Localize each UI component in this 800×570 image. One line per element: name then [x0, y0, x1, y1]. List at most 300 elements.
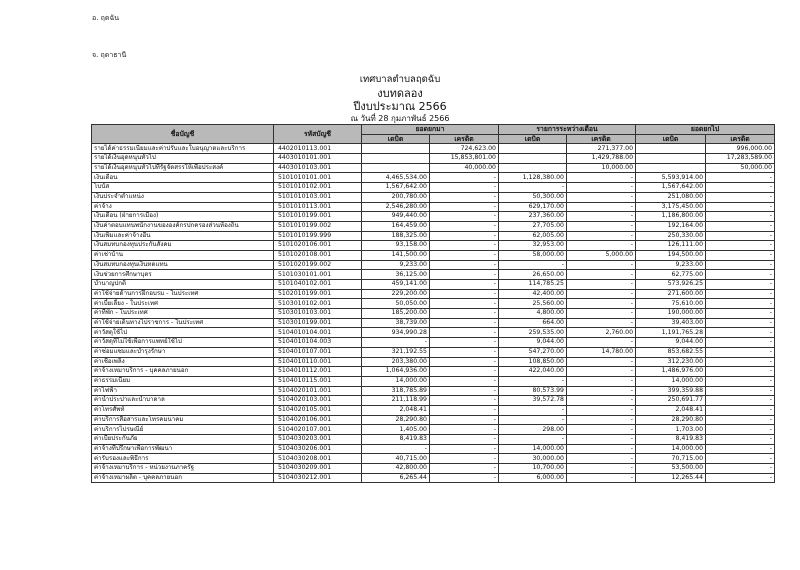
cf-debit-cell: 271,600.00 — [636, 289, 706, 299]
account-name-cell: รายได้ค่าธรรมเนียมและค่าปรับและใบอนุญาตและบริการ — [92, 144, 274, 154]
cf-debit-cell — [636, 144, 706, 154]
cf-debit-cell: 14,000.00 — [636, 376, 706, 386]
cf-debit-cell: 39,403.00 — [636, 318, 706, 328]
account-code-cell: 5101010199.999 — [274, 231, 362, 241]
table-row — [92, 299, 775, 309]
cf-credit-cell: - — [706, 405, 775, 415]
bf-debit-cell — [362, 154, 430, 164]
account-name-cell: ค่าเช่าบ้าน — [92, 250, 274, 260]
bf-debit-cell: 459,141.00 — [362, 280, 430, 290]
bf-credit-cell: - — [430, 425, 499, 435]
table-row — [92, 425, 775, 435]
account-name-cell: เงินสมทบกองทุนเงินทดแทน — [92, 260, 274, 270]
as-of-date: ณ วันที่ 28 กุมภาพันธ์ 2566 — [350, 114, 450, 123]
account-name-cell: ค่าไฟฟ้า — [92, 386, 274, 396]
table-row — [92, 173, 775, 183]
cf-credit-cell: - — [706, 202, 775, 212]
bf-debit-cell: 38,739.00 — [362, 318, 430, 328]
bf-credit-cell: - — [430, 415, 499, 425]
bf-credit-cell: - — [430, 473, 499, 483]
account-code-cell: 5101010102.001 — [274, 183, 362, 193]
bf-credit-cell: - — [430, 405, 499, 415]
account-name-cell: ค่าใช้จ่ายด้านการฝึกอบรม - ในประเทศ — [92, 289, 274, 299]
cf-credit-cell: 996,000.00 — [706, 144, 775, 154]
account-code-cell: 5104020101.001 — [274, 386, 362, 396]
cf-debit-cell: 251,080.00 — [636, 192, 706, 202]
account-code-cell: 5101030101.001 — [274, 270, 362, 280]
cf-debit-cell: 1,567,642.00 — [636, 183, 706, 193]
bf-credit-cell: - — [430, 464, 499, 474]
account-code-cell: 5104010110.001 — [274, 357, 362, 367]
bf-debit-cell: 1,405.00 — [362, 425, 430, 435]
period-credit-cell: - — [567, 289, 636, 299]
bf-credit-cell: - — [430, 444, 499, 454]
bf-credit-cell: - — [430, 367, 499, 377]
bf-debit-cell — [362, 144, 430, 154]
table-row — [92, 357, 775, 367]
table-row — [92, 367, 775, 377]
cf-credit-cell: - — [706, 415, 775, 425]
bf-debit-cell: 4,465,534.00 — [362, 173, 430, 183]
cf-debit-cell: 9,044.00 — [636, 338, 706, 348]
account-name-cell: เงินเดือน — [92, 173, 274, 183]
cf-credit-cell: - — [706, 173, 775, 183]
bf-credit-cell: - — [430, 231, 499, 241]
period-credit-cell: 2,760.00 — [567, 328, 636, 338]
bf-debit-cell: - — [362, 338, 430, 348]
period-credit-cell: - — [567, 221, 636, 231]
bf-credit-cell: - — [430, 250, 499, 260]
account-name-cell: ค่าจ้าง — [92, 202, 274, 212]
account-code-cell: 5104020103.001 — [274, 396, 362, 406]
period-credit-cell: - — [567, 376, 636, 386]
period-credit-cell: - — [567, 241, 636, 251]
period-credit-cell: - — [567, 435, 636, 445]
report-title: งบทดลอง — [377, 87, 423, 100]
cf-credit-cell: - — [706, 435, 775, 445]
bf-credit-cell: - — [430, 454, 499, 464]
cf-credit-cell: - — [706, 299, 775, 309]
bf-debit-cell: 318,785.89 — [362, 386, 430, 396]
account-code-cell: 5101010113.001 — [274, 202, 362, 212]
period-debit-cell: - — [499, 405, 567, 415]
bf-debit-cell: 211,118.99 — [362, 396, 430, 406]
cf-debit-cell: 28,290.80 — [636, 415, 706, 425]
account-name-cell: เงินเพิ่มและค่าจ้างอื่น — [92, 231, 274, 241]
bf-credit-cell: - — [430, 289, 499, 299]
bf-credit-cell: - — [430, 376, 499, 386]
cf-credit-cell: - — [706, 454, 775, 464]
account-code-cell: 4403010103.001 — [274, 163, 362, 173]
bf-credit-cell: - — [430, 396, 499, 406]
account-code-cell: 5104010107.001 — [274, 347, 362, 357]
period-credit-cell: - — [567, 338, 636, 348]
cf-credit-cell: 50,000.00 — [706, 163, 775, 173]
cf-debit-cell: 1,191,765.28 — [636, 328, 706, 338]
period-credit-cell: - — [567, 367, 636, 377]
period-debit-cell: 547,270.00 — [499, 347, 567, 357]
bf-credit-cell: 724,623.00 — [430, 144, 499, 154]
bf-credit-cell: - — [430, 280, 499, 290]
cf-credit-cell: - — [706, 328, 775, 338]
cf-credit-cell: - — [706, 376, 775, 386]
cf-debit-cell: 70,715.00 — [636, 454, 706, 464]
account-name-cell: ค่าใช้จ่ายเดินทางไปราชการ - ในประเทศ — [92, 318, 274, 328]
cf-debit-cell: 853,682.55 — [636, 347, 706, 357]
account-name-cell: ค่าจ้างที่ปรึกษาเพื่อการพัฒนา — [92, 444, 274, 454]
header-bf-debit: เดบิต — [362, 134, 430, 144]
bf-debit-cell: 164,459.00 — [362, 221, 430, 231]
cf-credit-cell: - — [706, 347, 775, 357]
cf-debit-cell: 9,233.00 — [636, 260, 706, 270]
table-row — [92, 212, 775, 222]
account-name-cell: ค่าจ้างเหมาผลิต - บุคคลภายนอก — [92, 473, 274, 483]
header-period-credit: เครดิต — [567, 134, 636, 144]
bf-credit-cell: 15,853,801.00 — [430, 154, 499, 164]
bf-credit-cell: - — [430, 173, 499, 183]
header-brought-forward: ยอดยกมา — [362, 125, 499, 135]
table-row — [92, 163, 775, 173]
period-credit-cell: - — [567, 299, 636, 309]
cf-credit-cell: - — [706, 309, 775, 319]
bf-debit-cell: 200,780.00 — [362, 192, 430, 202]
account-name-cell: ค่าเบี้ยประกันภัย — [92, 435, 274, 445]
bf-credit-cell: - — [430, 309, 499, 319]
bf-debit-cell: 93,158.00 — [362, 241, 430, 251]
bf-credit-cell: - — [430, 212, 499, 222]
header-carried-forward: ยอดยกไป — [636, 125, 775, 135]
bf-credit-cell: - — [430, 221, 499, 231]
bf-credit-cell: - — [430, 260, 499, 270]
period-debit-cell: 62,005.00 — [499, 231, 567, 241]
cf-debit-cell — [636, 154, 706, 164]
period-debit-cell: - — [499, 435, 567, 445]
account-code-cell: 5104010112.001 — [274, 367, 362, 377]
period-credit-cell: - — [567, 173, 636, 183]
signature-line-1: อ. ฤดฉัน — [92, 14, 119, 22]
period-credit-cell: - — [567, 444, 636, 454]
table-row — [92, 221, 775, 231]
period-debit-cell: 27,705.00 — [499, 221, 567, 231]
period-debit-cell: 10,700.00 — [499, 464, 567, 474]
table-row — [92, 328, 775, 338]
period-debit-cell: 4,800.00 — [499, 309, 567, 319]
cf-debit-cell: 190,000.00 — [636, 309, 706, 319]
cf-debit-cell: 250,330.00 — [636, 231, 706, 241]
cf-debit-cell: 8,419.83 — [636, 435, 706, 445]
cf-debit-cell — [636, 163, 706, 173]
cf-debit-cell: 62,775.00 — [636, 270, 706, 280]
bf-debit-cell: 1,567,642.00 — [362, 183, 430, 193]
period-credit-cell: - — [567, 405, 636, 415]
account-name-cell: เงินสมทบกองทุนประกันสังคม — [92, 241, 274, 251]
bf-debit-cell: 42,800.00 — [362, 464, 430, 474]
table-row — [92, 454, 775, 464]
account-code-cell: 5101020106.001 — [274, 241, 362, 251]
period-debit-cell: 14,000.00 — [499, 444, 567, 454]
cf-debit-cell: 1,703.00 — [636, 425, 706, 435]
table-row — [92, 250, 775, 260]
account-code-cell: 5104030206.001 — [274, 444, 362, 454]
account-code-cell: 5101040102.001 — [274, 280, 362, 290]
account-code-cell: 5104030203.001 — [274, 435, 362, 445]
bf-debit-cell: 40,715.00 — [362, 454, 430, 464]
header-period-debit: เดบิต — [499, 134, 567, 144]
bf-credit-cell: 40,000.00 — [430, 163, 499, 173]
account-name-cell: ค่าจ้างเหมาบริการ - บุคคลภายนอก — [92, 367, 274, 377]
period-debit-cell: 9,044.00 — [499, 338, 567, 348]
cf-credit-cell: - — [706, 289, 775, 299]
period-credit-cell: - — [567, 464, 636, 474]
table-row — [92, 473, 775, 483]
cf-credit-cell: - — [706, 250, 775, 260]
period-debit-cell: - — [499, 260, 567, 270]
period-credit-cell: 5,000.00 — [567, 250, 636, 260]
period-debit-cell: 422,040.00 — [499, 367, 567, 377]
period-debit-cell: 25,560.00 — [499, 299, 567, 309]
period-credit-cell: - — [567, 212, 636, 222]
period-debit-cell: 42,400.00 — [499, 289, 567, 299]
bf-debit-cell: 14,000.00 — [362, 376, 430, 386]
header-account-name: ชื่อบัญชี — [92, 125, 274, 144]
header-period: รายการระหว่างเดือน — [499, 125, 636, 135]
table-row — [92, 347, 775, 357]
table-row — [92, 192, 775, 202]
account-code-cell: 5104020107.001 — [274, 425, 362, 435]
bf-credit-cell: - — [430, 241, 499, 251]
table-row — [92, 202, 775, 212]
cf-debit-cell: 399,359.88 — [636, 386, 706, 396]
cf-debit-cell: 194,500.00 — [636, 250, 706, 260]
cf-debit-cell: 1,486,976.00 — [636, 367, 706, 377]
period-debit-cell: 6,000.00 — [499, 473, 567, 483]
table-row — [92, 405, 775, 415]
org-name: เทศบาลตำบลฤดฉับ — [359, 74, 441, 85]
cf-credit-cell: - — [706, 318, 775, 328]
bf-credit-cell: - — [430, 270, 499, 280]
cf-credit-cell: - — [706, 396, 775, 406]
table-row — [92, 464, 775, 474]
cf-debit-cell: 53,500.00 — [636, 464, 706, 474]
period-debit-cell — [499, 144, 567, 154]
cf-credit-cell: - — [706, 270, 775, 280]
account-code-cell: 5103010199.001 — [274, 318, 362, 328]
account-name-cell: โบนัส — [92, 183, 274, 193]
account-code-cell: 4402010113.001 — [274, 144, 362, 154]
period-credit-cell: - — [567, 270, 636, 280]
cf-credit-cell: - — [706, 444, 775, 454]
fiscal-year: ปีงบประมาณ 2566 — [353, 100, 447, 113]
period-credit-cell: - — [567, 415, 636, 425]
account-code-cell: 5101010199.002 — [274, 221, 362, 231]
bf-debit-cell: 185,200.00 — [362, 309, 430, 319]
table-row — [92, 376, 775, 386]
cf-credit-cell: - — [706, 231, 775, 241]
cf-credit-cell: - — [706, 192, 775, 202]
cf-credit-cell: - — [706, 221, 775, 231]
cf-credit-cell: - — [706, 338, 775, 348]
bf-debit-cell: 50,050.00 — [362, 299, 430, 309]
table-row — [92, 231, 775, 241]
period-credit-cell: - — [567, 231, 636, 241]
bf-credit-cell: - — [430, 435, 499, 445]
account-code-cell: 5104010104.003 — [274, 338, 362, 348]
account-code-cell: 4403010101.001 — [274, 154, 362, 164]
period-credit-cell: 14,780.00 — [567, 347, 636, 357]
account-code-cell: 5101010103.001 — [274, 192, 362, 202]
period-credit-cell: - — [567, 280, 636, 290]
bf-debit-cell: - — [362, 444, 430, 454]
period-credit-cell: - — [567, 260, 636, 270]
cf-credit-cell: - — [706, 464, 775, 474]
period-debit-cell: 50,300.00 — [499, 192, 567, 202]
period-debit-cell: 30,000.00 — [499, 454, 567, 464]
account-code-cell: 5102010199.001 — [274, 289, 362, 299]
bf-credit-cell: - — [430, 328, 499, 338]
header-account-code: รหัสบัญชี — [274, 125, 362, 144]
account-name-cell: ค่าโทรศัพท์ — [92, 405, 274, 415]
account-name-cell: ค่าจ้างเหมาบริการ - หน่วยงานภาครัฐ — [92, 464, 274, 474]
bf-debit-cell: 203,380.00 — [362, 357, 430, 367]
cf-debit-cell: 126,111.00 — [636, 241, 706, 251]
cf-credit-cell: - — [706, 367, 775, 377]
account-name-cell: เงินเดือน (ฝ่ายการเมือง) — [92, 212, 274, 222]
cf-debit-cell: 75,610.00 — [636, 299, 706, 309]
cf-credit-cell: - — [706, 386, 775, 396]
bf-debit-cell: 2,546,280.00 — [362, 202, 430, 212]
table-row — [92, 309, 775, 319]
cf-credit-cell: - — [706, 357, 775, 367]
period-credit-cell: 271,377.00 — [567, 144, 636, 154]
account-name-cell: เงินช่วยการศึกษาบุตร — [92, 270, 274, 280]
table-row — [92, 270, 775, 280]
cf-debit-cell: 5,593,914.00 — [636, 173, 706, 183]
period-credit-cell: - — [567, 183, 636, 193]
period-credit-cell: - — [567, 425, 636, 435]
table-row — [92, 241, 775, 251]
table-row — [92, 144, 775, 154]
cf-credit-cell: - — [706, 473, 775, 483]
account-name-cell: ค่ารับรองและพิธีการ — [92, 454, 274, 464]
period-debit-cell: 114,785.25 — [499, 280, 567, 290]
header-cf-credit: เครดิต — [706, 134, 775, 144]
account-code-cell: 5104010115.001 — [274, 376, 362, 386]
account-code-cell: 5104030208.001 — [274, 454, 362, 464]
account-code-cell: 5104030209.001 — [274, 464, 362, 474]
cf-credit-cell: - — [706, 280, 775, 290]
account-name-cell: ค่าซ่อมแซมและบำรุงรักษา — [92, 347, 274, 357]
bf-debit-cell: 934,990.28 — [362, 328, 430, 338]
account-name-cell: ค่าวัสดุใช้ไป — [92, 328, 274, 338]
bf-debit-cell: 6,265.44 — [362, 473, 430, 483]
period-credit-cell: 1,429,788.00 — [567, 154, 636, 164]
bf-debit-cell: 9,233.00 — [362, 260, 430, 270]
period-debit-cell: 237,360.00 — [499, 212, 567, 222]
account-code-cell: 5104030212.001 — [274, 473, 362, 483]
table-row — [92, 318, 775, 328]
account-code-cell: 5101020108.001 — [274, 250, 362, 260]
cf-credit-cell: - — [706, 212, 775, 222]
header-cf-debit: เดบิต — [636, 134, 706, 144]
period-debit-cell: - — [499, 183, 567, 193]
period-debit-cell: 26,650.00 — [499, 270, 567, 280]
cf-credit-cell: - — [706, 241, 775, 251]
period-debit-cell — [499, 154, 567, 164]
bf-credit-cell: - — [430, 299, 499, 309]
bf-credit-cell: - — [430, 183, 499, 193]
table-row — [92, 415, 775, 425]
table-row — [92, 260, 775, 270]
period-debit-cell — [499, 163, 567, 173]
account-name-cell: ค่าบริการไปรษณีย์ — [92, 425, 274, 435]
cf-credit-cell: - — [706, 260, 775, 270]
bf-debit-cell: 141,500.00 — [362, 250, 430, 260]
cf-credit-cell: 17,283,589.00 — [706, 154, 775, 164]
period-credit-cell: - — [567, 386, 636, 396]
bf-credit-cell: - — [430, 202, 499, 212]
table-row — [92, 289, 775, 299]
period-debit-cell: - — [499, 376, 567, 386]
account-code-cell: 5103010102.001 — [274, 299, 362, 309]
account-name-cell: ค่าที่พัก - ในประเทศ — [92, 309, 274, 319]
table-row — [92, 338, 775, 348]
account-code-cell: 5104020105.001 — [274, 405, 362, 415]
header-bf-credit: เครดิต — [430, 134, 499, 144]
account-code-cell: 5101010199.001 — [274, 212, 362, 222]
bf-credit-cell: - — [430, 338, 499, 348]
table-row — [92, 396, 775, 406]
table-row — [92, 183, 775, 193]
bf-credit-cell: - — [430, 347, 499, 357]
account-code-cell: 5104020106.001 — [274, 415, 362, 425]
period-debit-cell: 80,573.99 — [499, 386, 567, 396]
cf-debit-cell: 250,691.77 — [636, 396, 706, 406]
bf-credit-cell: - — [430, 386, 499, 396]
cf-debit-cell: 12,265.44 — [636, 473, 706, 483]
period-debit-cell: 629,170.00 — [499, 202, 567, 212]
cf-debit-cell: 1,186,800.00 — [636, 212, 706, 222]
period-credit-cell: 10,000.00 — [567, 163, 636, 173]
bf-debit-cell: 2,048.41 — [362, 405, 430, 415]
table-row — [92, 386, 775, 396]
period-debit-cell: 58,000.00 — [499, 250, 567, 260]
account-name-cell: ค่าน้ำประปาและน้ำบาดาล — [92, 396, 274, 406]
signature-line-2: จ. ฤดาธานี — [92, 51, 127, 59]
period-debit-cell: 259,535.00 — [499, 328, 567, 338]
cf-debit-cell: 573,926.25 — [636, 280, 706, 290]
bf-debit-cell: 28,290.80 — [362, 415, 430, 425]
cf-debit-cell: 2,048.41 — [636, 405, 706, 415]
bf-credit-cell: - — [430, 192, 499, 202]
cf-debit-cell: 192,164.00 — [636, 221, 706, 231]
period-credit-cell: - — [567, 357, 636, 367]
trial-balance-table — [91, 124, 775, 483]
account-name-cell: ค่าวัสดุที่ไม่ใช้เพื่อการแพทย์ใช้ไป — [92, 338, 274, 348]
bf-debit-cell: 188,325.00 — [362, 231, 430, 241]
account-name-cell: ค่าบริการสื่อสารและโทรคมนาคม — [92, 415, 274, 425]
table-row — [92, 435, 775, 445]
cf-credit-cell: - — [706, 425, 775, 435]
account-name-cell: ค่าเบี้ยเลี้ยง - ในประเทศ — [92, 299, 274, 309]
bf-debit-cell — [362, 163, 430, 173]
bf-credit-cell: - — [430, 357, 499, 367]
period-debit-cell: 108,850.00 — [499, 357, 567, 367]
account-name-cell: รายได้เงินอุดหนุนทั่วไปที่รัฐจัดสรรให้เพื่อประสงค์ — [92, 163, 274, 173]
cf-credit-cell: - — [706, 183, 775, 193]
period-debit-cell: 298.00 — [499, 425, 567, 435]
period-credit-cell: - — [567, 318, 636, 328]
period-credit-cell: - — [567, 473, 636, 483]
